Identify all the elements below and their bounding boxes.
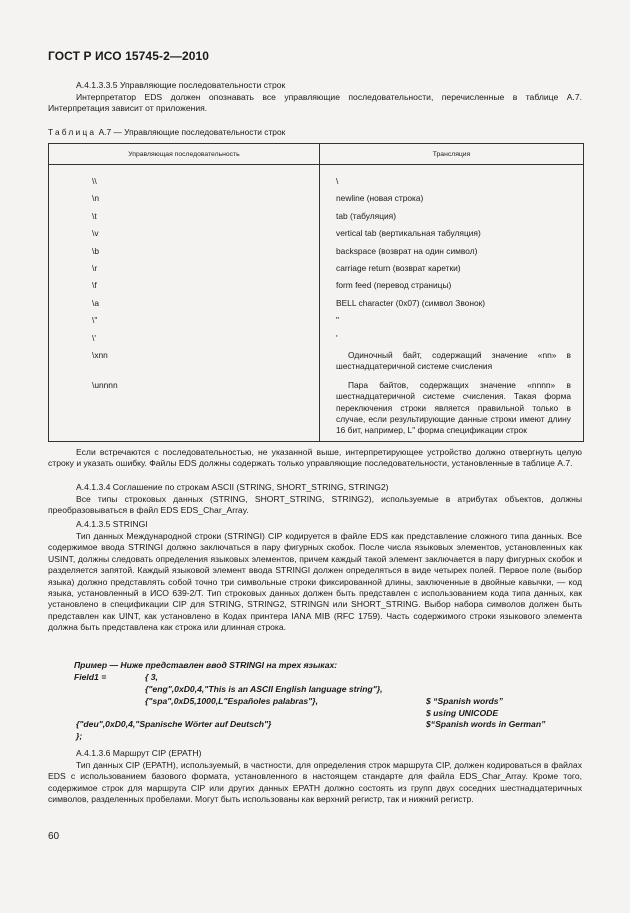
table-row [49, 378, 584, 442]
table-row [49, 226, 584, 243]
cell-translation: vertical tab (вертикальная табуляция) [320, 226, 584, 243]
cell-translation: carriage return (возврат каретки) [320, 261, 584, 278]
paragraph-ascii-strings: Все типы строковых данных (STRING, SHORT_STRING, STRING2), используемые в атрибутах объектов, должны преобразовываться в файл EDS EDS_Char_Array. [48, 494, 582, 516]
table-row [49, 331, 584, 348]
table-header-row [49, 144, 584, 165]
cell-translation-text: Пара байтов, содержащих значение «nnnn» в шестнадцатеричной системе счисления. Такая форма переключения строки является правильной только в случае, если результирующие данные строки имеют длину 16 бит, например, L" форма спецификации строк [336, 379, 571, 436]
cell-sequence: \' [49, 331, 320, 348]
table-row [49, 348, 584, 378]
cell-translation: ' [320, 331, 584, 348]
table-row [49, 209, 584, 226]
section-heading-ascii-strings: А.4.1.3.4 Соглашение по строкам ASCII (STRING, SHORT_STRING, STRING2) [76, 482, 389, 492]
table-spacer-row [49, 165, 584, 175]
cell-sequence: \v [49, 226, 320, 243]
table-row [49, 313, 584, 330]
section-heading-escape-sequences: А.4.1.3.3.5 Управляющие последовательности строк [76, 80, 286, 90]
table-row [49, 261, 584, 278]
table-caption [48, 127, 285, 137]
cell-sequence: \b [49, 244, 320, 261]
example-code-line: {"eng",0xD0,4,"This is an ASCII English language string"}, [145, 684, 383, 694]
example-code-line: {"deu",0xD0,4,"Spanische Wörter auf Deutsch"} [76, 719, 272, 729]
cell-translation: tab (табуляция) [320, 209, 584, 226]
example-code-line: { 3, [145, 672, 158, 682]
paragraph-epath: Тип данных CIP (EPATH), используемый, в частности, для определения строк маршрута CIP, должен кодироваться в файлах EDS с использованием базового формата, установленного в настоящем стандарте для файла EDS_Char_Array. Кроме того, содержимое строк для маршрута CIP или других данных EPATH должно состоять из групп двух соседних шестнадцатеричных символов, разделенных пробелами. Могут быть использованы как верхний регистр, так и нижний регистр. [48, 760, 582, 805]
cell-sequence: \unnnn [49, 378, 320, 442]
table-row [49, 191, 584, 208]
cell-sequence: \xnn [49, 348, 320, 378]
table-row [49, 296, 584, 313]
cell-translation: newline (новая строка) [320, 191, 584, 208]
col-header-sequence: Управляющая последовательность [49, 144, 320, 165]
cell-translation-text: Одиночный байт, содержащий значение «nn» в шестнадцатеричной системе счисления [336, 349, 571, 372]
section-heading-stringi: А.4.1.3.5 STRINGI [76, 519, 148, 529]
paragraph-unknown-escape: Если встречаются с последовательностью, не указанной выше, интерпретирующее устройство должно отвергнуть целую строку и указать ошибку. Файлы EDS должны содержать только управляющие последовательности, установленные в таблице А.7. [48, 447, 582, 469]
example-code-line: }; [76, 731, 83, 741]
cell-translation: \ [320, 174, 584, 191]
example-field-label: Field1 = [74, 672, 107, 682]
cell-sequence: \f [49, 278, 320, 295]
table-caption-prefix: Таблица [48, 127, 97, 137]
example-comment: $“Spanish words in German” [426, 719, 546, 729]
cell-translation [320, 348, 584, 378]
col-header-translation: Трансляция [320, 144, 584, 165]
example-comment: $ using UNICODE [426, 708, 499, 718]
page-number: 60 [48, 831, 60, 842]
example-code-line: {"spa",0xD5,1000,L"Españoles palabras"}, [145, 696, 318, 706]
cell-sequence: \t [49, 209, 320, 226]
cell-translation: backspace (возврат на один символ) [320, 244, 584, 261]
cell-sequence: \a [49, 296, 320, 313]
table-caption-title: А.7 — Управляющие последовательности строк [96, 127, 286, 137]
section-heading-epath: А.4.1.3.6 Маршрут CIP (EPATH) [76, 748, 202, 758]
example-comment: $ “Spanish words” [426, 696, 503, 706]
table-row [49, 278, 584, 295]
cell-translation: BELL character (0x07) (символ Звонок) [320, 296, 584, 313]
cell-sequence: \" [49, 313, 320, 330]
escape-sequences-table [48, 143, 584, 442]
table-row [49, 174, 584, 191]
example-title: Пример — Ниже представлен ввод STRINGI на трех языках: [74, 660, 338, 670]
running-header: ГОСТ Р ИСО 15745-2—2010 [48, 49, 210, 63]
cell-sequence: \r [49, 261, 320, 278]
cell-translation [320, 378, 584, 442]
table-row [49, 244, 584, 261]
cell-sequence: \n [49, 191, 320, 208]
paragraph-stringi: Тип данных Международной строки (STRINGI) CIP кодируется в файле EDS как представление сложного типа данных. Все содержимое ввода STRINGI должно заключаться в пару фигурных скобок. После числа языковых элементов, установленных как USINT, должны следовать определения языковых элементов, причем каждый такой элемент заключается в пару фигурных скобок и разделяется запятой. Каждый языковой элемент ввода STRINGI должен определяться в виде четырех полей. Первое поле (выбор языка) должно представлять собой точно три символьные строки фиксированной длины, заключенные в двойные кавычки, — код языка, установленный в ИСО 639-2/Т. Тип строковых данных должен быть представлен с использованием кода типа данных, как установлено в спецификации CIP для STRING, STRING2, STRINGN или SHORT_STRING. Выбор набора символов должен быть представлен как UINT, как установлено в Кодах принтера IANA MIB (RFC 1759). Часть содержимого строки языкового элемента должна быть представлена как строка или длинная строка. [48, 531, 582, 633]
cell-translation: " [320, 313, 584, 330]
cell-translation: form feed (перевод страницы) [320, 278, 584, 295]
paragraph-escape-intro: Интерпретатор EDS должен опознавать все управляющие последовательности, перечисленные в таблице А.7. Интерпретация зависит от приложения. [48, 92, 582, 114]
cell-sequence: \\ [49, 174, 320, 191]
